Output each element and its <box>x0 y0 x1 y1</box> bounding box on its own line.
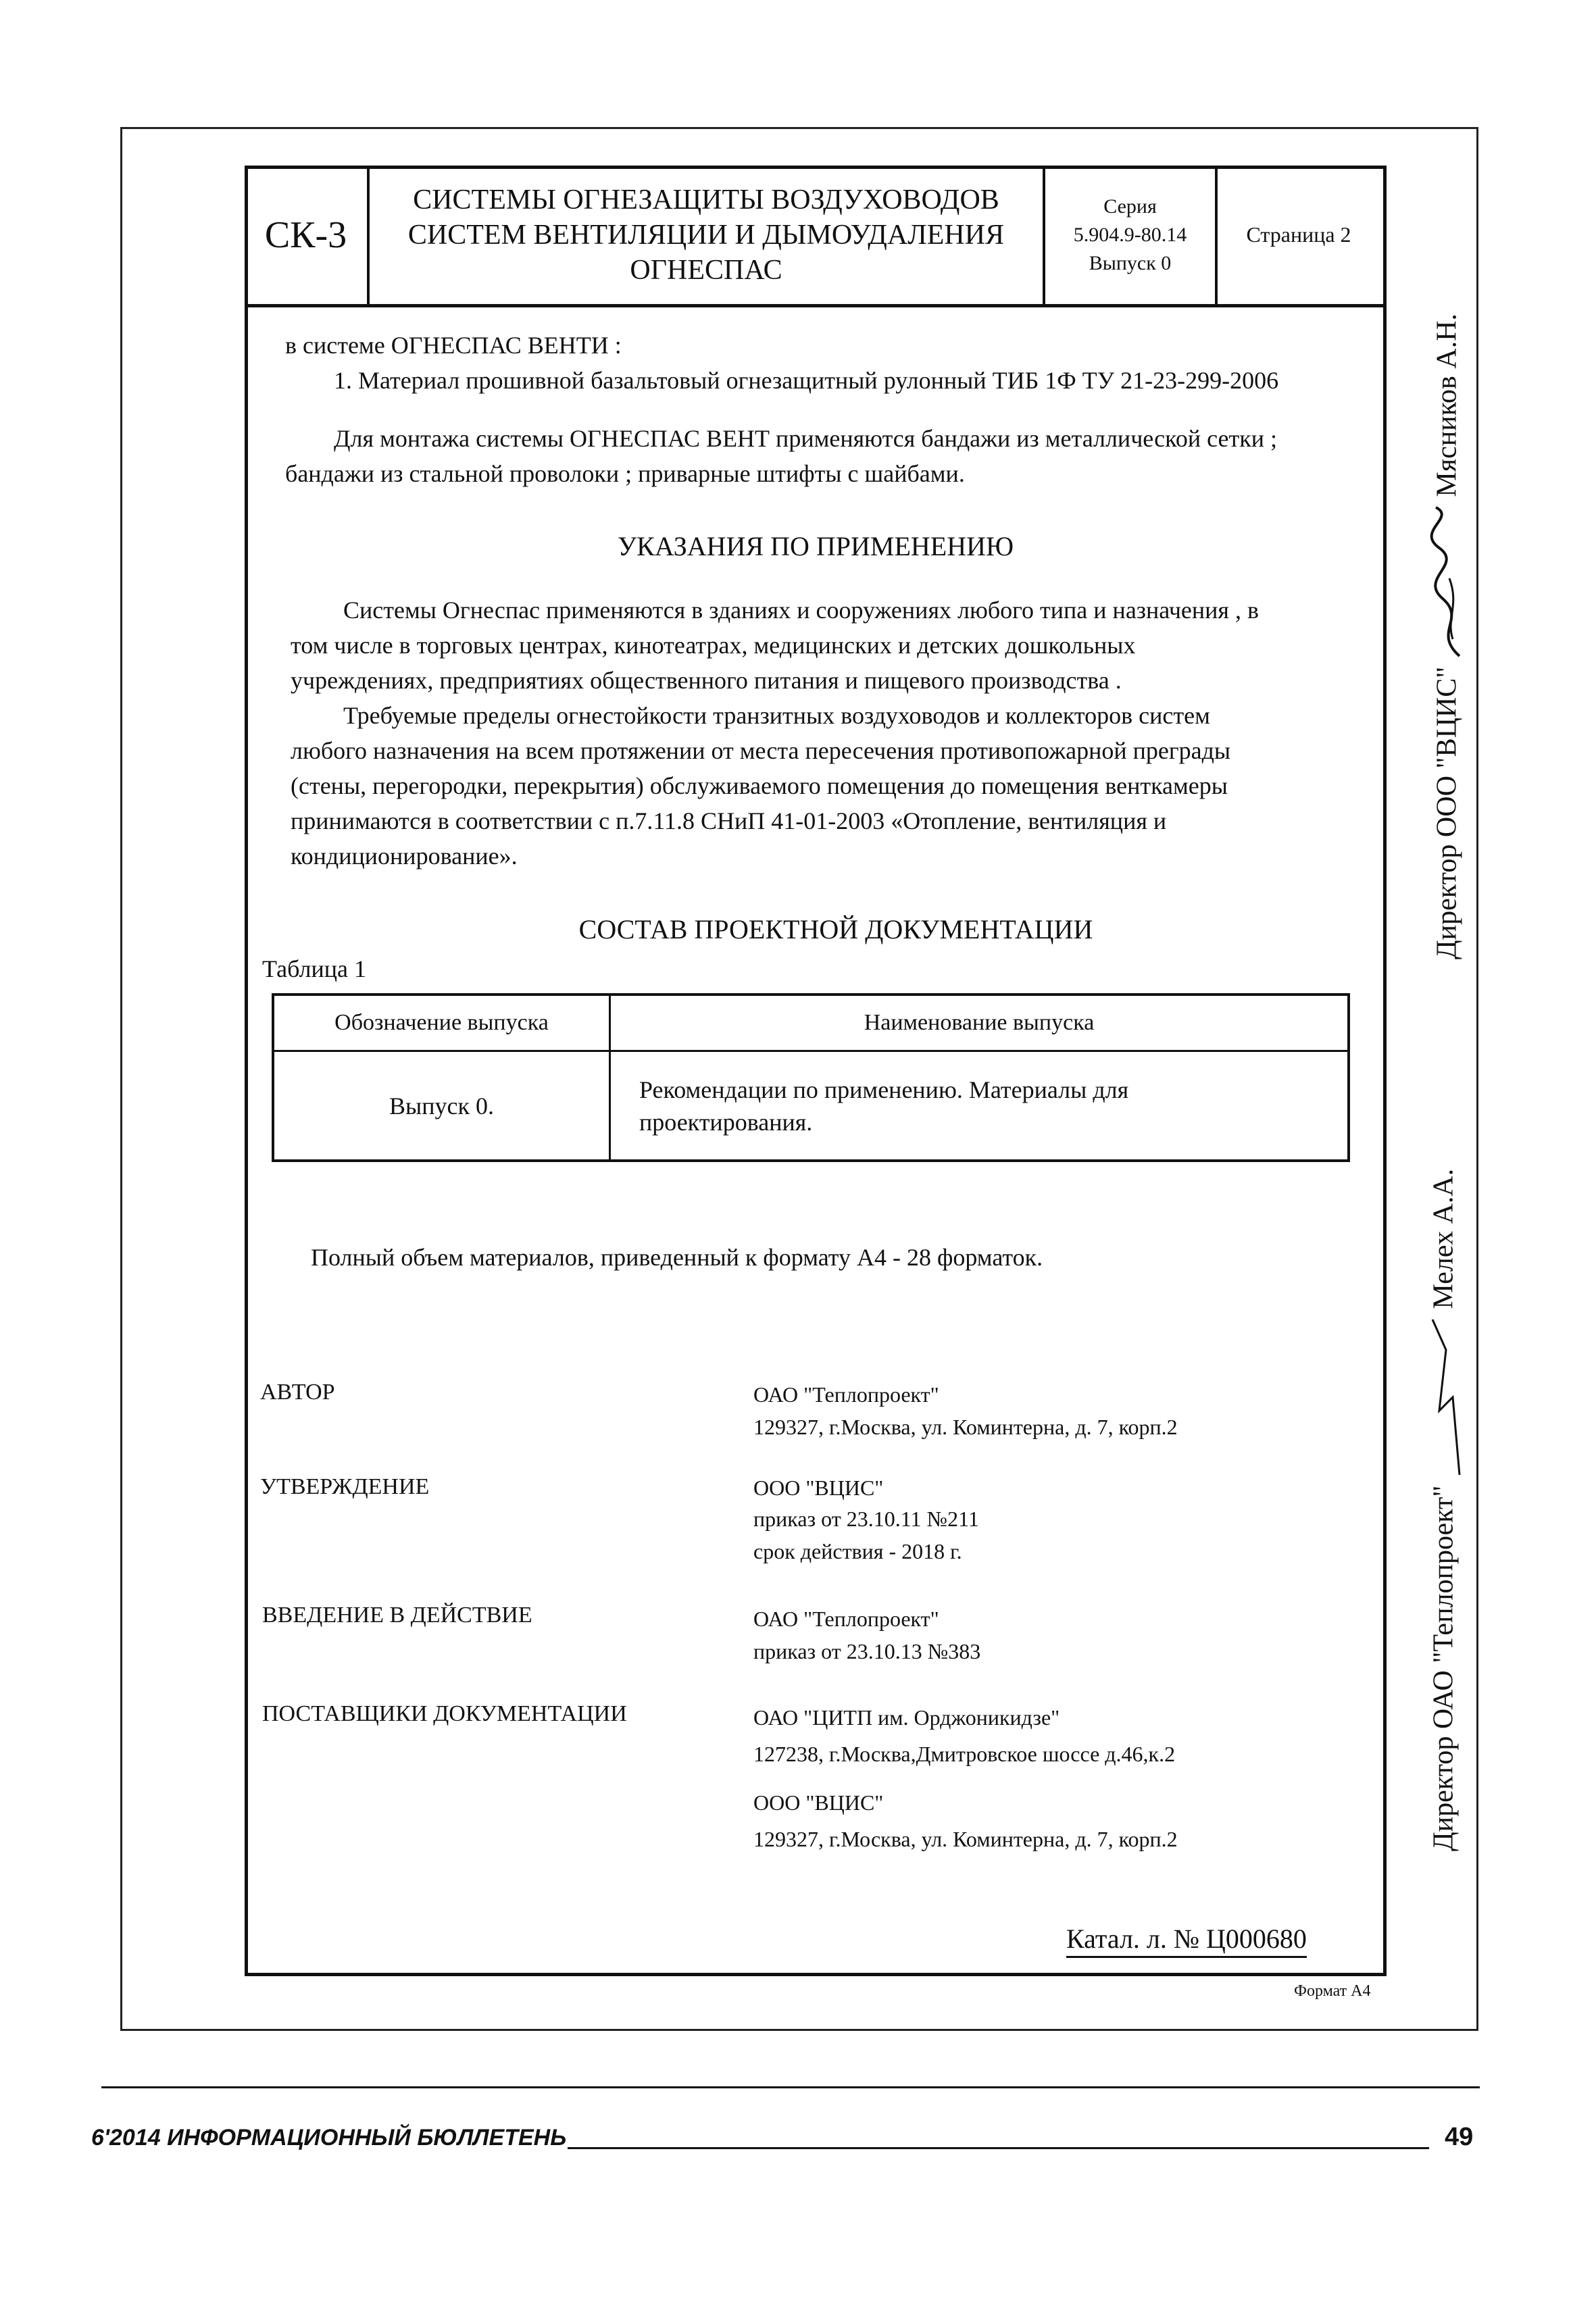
series-label: Серия <box>1103 195 1157 218</box>
approval-order: приказ от 23.10.11 №211 <box>753 1507 979 1531</box>
issue-label: Выпуск 0 <box>1089 251 1172 274</box>
usage-text: Системы Огнеспас применяются в зданиях и сооружениях любого типа и назначения , в <box>343 597 1259 624</box>
author-label: АВТОР <box>260 1380 335 1405</box>
title-line: СИСТЕМЫ ОГНЕЗАЩИТЫ ВОЗДУХОВОДОВ <box>413 184 999 216</box>
title-line: ОГНЕСПАС <box>630 254 782 286</box>
intro-line: в системе ОГНЕСПАС ВЕНТИ : <box>285 332 622 359</box>
mounting-text: Для монтажа системы ОГНЕСПАС ВЕНТ применяются бандажи из металлической сетки ; <box>334 425 1277 452</box>
table-caption: Таблица 1 <box>262 955 366 982</box>
author-org: ОАО "Теплопроект" <box>753 1382 939 1407</box>
intro-label: ВВЕДЕНИЕ В ДЕЙСТВИЕ <box>262 1603 532 1628</box>
composition-heading: СОСТАВ ПРОЕКТНОЙ ДОКУМЕНТАЦИИ <box>578 914 1093 945</box>
bulletin-title: 6'2014 ИНФОРМАЦИОННЫЙ БЮЛЛЕТЕНЬ <box>91 2125 567 2150</box>
bulletin-rule <box>101 2086 1480 2088</box>
document-code: СК-3 <box>245 166 370 304</box>
supplier-address: 129327, г.Москва, ул. Коминтерна, д. 7, корп.2 <box>753 1827 1178 1851</box>
table-header-name: Наименование выпуска <box>864 1010 1095 1035</box>
side-name: Мясников А.Н. <box>1431 313 1463 497</box>
composition-table <box>272 993 1350 1162</box>
description-line: Рекомендации по применению. Материалы для <box>639 1076 1129 1103</box>
description-line: проектирования. <box>639 1109 813 1136</box>
usage-text: Требуемые пределы огнестойкости транзитных воздуховодов и коллекторов систем <box>343 702 1210 729</box>
side-approval-bottom <box>1426 1169 1466 1851</box>
usage-text: принимаются в соответствии с п.7.11.8 СНиП 41-01-2003 «Отопление, вентиляция и <box>291 807 1167 834</box>
supplier-org: ООО "ВЦИС" <box>753 1790 884 1815</box>
signature-icon <box>1426 504 1473 659</box>
title-line: СИСТЕМ ВЕНТИЛЯЦИИ И ДЫМОУДАЛЕНИЯ <box>407 219 1005 251</box>
table-cell-issue: Выпуск 0. <box>389 1092 494 1120</box>
side-name: Мелех А.А. <box>1428 1168 1460 1309</box>
document-title <box>370 166 1045 304</box>
usage-heading: УКАЗАНИЯ ПО ПРИМЕНЕНИЮ <box>617 531 1014 561</box>
side-approval-top <box>1426 313 1473 959</box>
catalog-number: Катал. л. № Ц000680 <box>1066 1923 1307 1958</box>
side-title: Директор ООО "ВЦИС" <box>1431 666 1463 959</box>
series-cell <box>1045 166 1218 304</box>
approval-label: УТВЕРЖДЕНИЕ <box>260 1474 430 1499</box>
volume-note: Полный объем материалов, приведенный к формату А4 - 28 форматок. <box>311 1244 1043 1271</box>
footer-rule <box>568 2147 1429 2149</box>
page-label: Страница 2 <box>1246 222 1351 247</box>
supplier-address: 127238, г.Москва,Дмитровское шоссе д.46,к.2 <box>753 1742 1176 1766</box>
title-block <box>245 166 1387 307</box>
intro-order: приказ от 23.10.13 №383 <box>753 1639 981 1663</box>
series-number: 5.904.9-80.14 <box>1073 223 1187 246</box>
suppliers-label: ПОСТАВЩИКИ ДОКУМЕНТАЦИИ <box>262 1701 627 1726</box>
author-address: 129327, г.Москва, ул. Коминтерна, д. 7, корп.2 <box>753 1415 1178 1439</box>
usage-text: том числе в торговых центрах, кинотеатрах, медицинских и детских дошкольных <box>291 632 1136 659</box>
mounting-text: бандажи из стальной проволоки ; приварные штифты с шайбами. <box>285 460 965 487</box>
page-number: 49 <box>1445 2123 1474 2151</box>
usage-text: кондиционирование». <box>291 842 518 870</box>
usage-text: любого назначения на всем протяжении от места пересечения противопожарной преграды <box>291 737 1231 764</box>
format-label: Формат А4 <box>1294 1982 1371 2000</box>
usage-text: учреждениях, предприятиях общественного питания и пищевого производства . <box>291 667 1122 694</box>
table-header-designation: Обозначение выпуска <box>334 1010 549 1035</box>
intro-org: ОАО "Теплопроект" <box>753 1607 939 1631</box>
side-title: Директор ОАО "Теплопроект" <box>1428 1485 1460 1851</box>
signature-icon <box>1426 1316 1466 1478</box>
material-item: 1. Материал прошивной базальтовый огнезащитный рулонный ТИБ 1Ф ТУ 21-23-299-2006 <box>334 367 1279 394</box>
supplier-org: ОАО "ЦИТП им. Орджоникидзе" <box>753 1705 1060 1730</box>
usage-text: (стены, перегородки, перекрытия) обслуживаемого помещения до помещения венткамеры <box>291 772 1228 799</box>
approval-org: ООО "ВЦИС" <box>753 1476 884 1500</box>
table-cell-description <box>639 1052 1335 1160</box>
approval-validity: срок действия - 2018 г. <box>753 1539 962 1563</box>
